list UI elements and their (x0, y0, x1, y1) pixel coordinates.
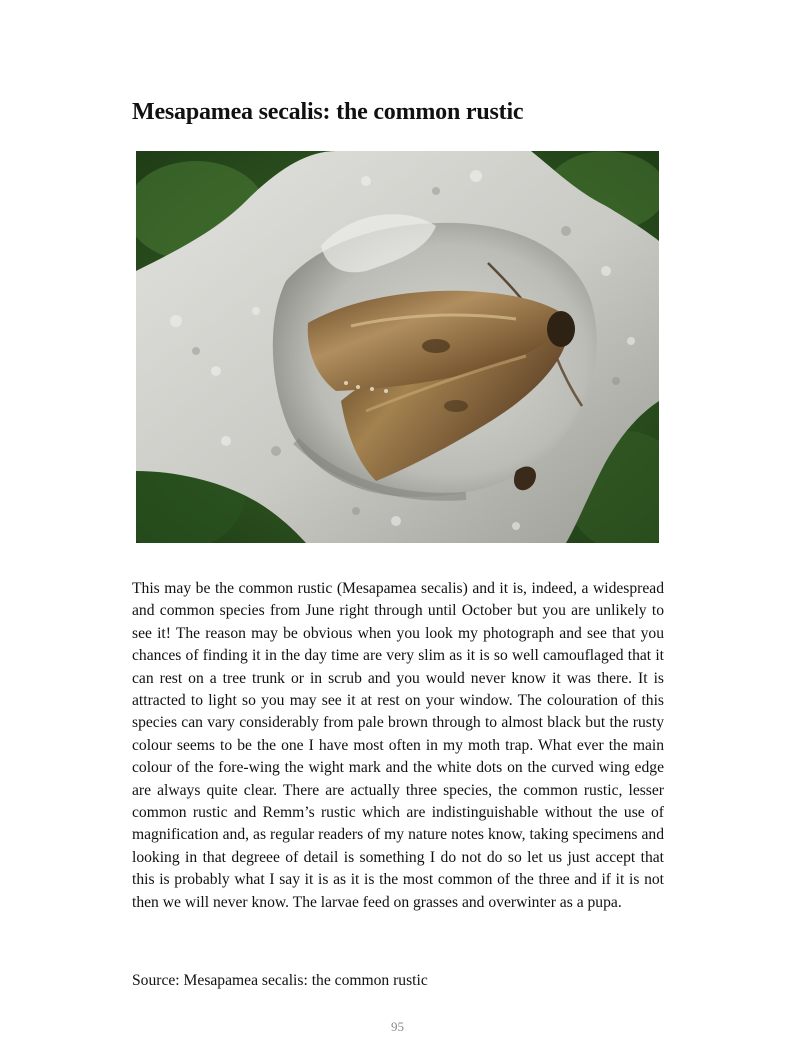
source-line: Source: Mesapamea secalis: the common rustic (132, 972, 428, 989)
page-number: 95 (391, 1019, 404, 1034)
moth-photograph (136, 151, 659, 543)
body-paragraph: This may be the common rustic (Mesapamea secalis) and it is, indeed, a widespread and common species from June right through until October but you are unlikely to see it! The reason may be obvious when you look my photograph and see that you chances of finding it in the day time are very slim as it is so well camouflaged that it can rest on a tree trunk or in scrub and you would never know it was there. It is attracted to light so you may see it at rest on your window. The colouration of this species can vary considerably from pale brown through to almost black but the rusty colour seems to be the one I have most often in my moth trap. What ever the main colour of the fore-wing the wight mark and the white dots on the curved wing edge are always quite clear. There are actually three species, the common rustic, lesser common rustic and Remm’s rustic which are indistinguishable without the use of magnification and, as regular readers of my nature notes know, taking specimens and looking in that degreee of detail is something I do not do so let us just accept that this is probably what I say it is as it is the most common of the three and if it is not then we will never know. The larvae feed on grasses and overwinter as a pupa. (132, 580, 664, 911)
page-title: Mesapamea secalis: the common rustic (132, 99, 524, 125)
